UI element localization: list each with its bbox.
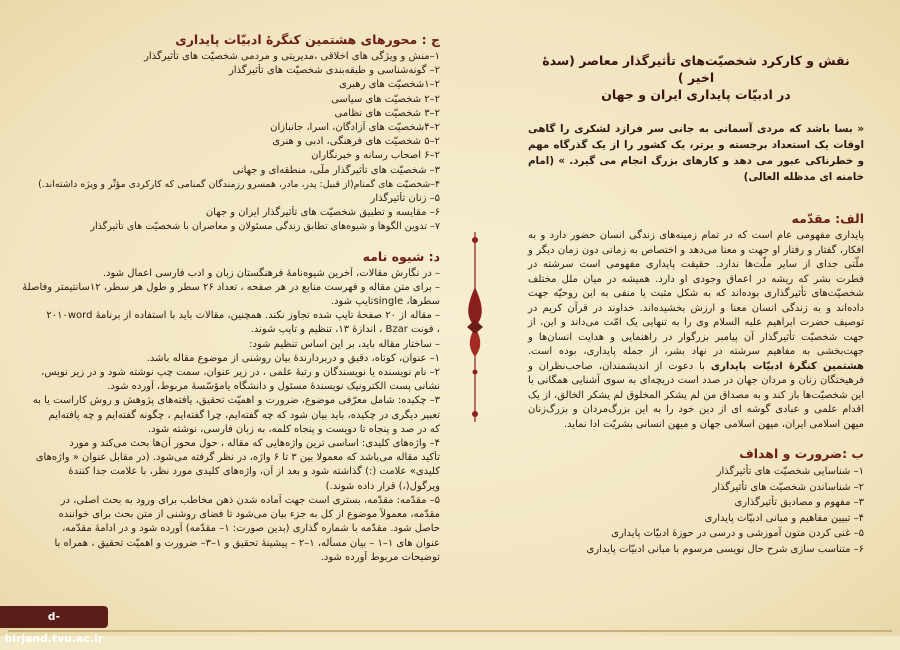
list-item: ۴– تبیین مفاهیم و مبانی ادبیّات پایداری	[704, 512, 864, 524]
quote-block: « بسا باشد که مردی آسمانی به جانی سر فرازد لشکری را گاهی اوقات یک استعداد برجسته و برتر، یک کشور را از یک گذرگاه مهم و خطرناکی عبور می دهد و کارهای بزرگ انجام می گیرد. » (امام خامنه ای مدظله العالی)	[528, 123, 864, 183]
list-item: ۴– واژه‌های کلیدی: اساسی ترین واژه‌هایی که مقاله ، حول محور آن‌ها بحث می‌کند و مورد	[69, 438, 440, 450]
list-item: ۵– زنان تأثیرگذار	[370, 193, 440, 205]
list-item: ویرگول(،) قرار داده شوند.)	[325, 480, 440, 492]
list-item: تأکید مقاله می‌باشد که معمولا بین ۳ تا ۶ واژه، در نظر گرفته می‌شود. (در مقابل عنوان « واژه‌های	[35, 452, 440, 464]
list-item: ۲–۱شخصیّت های رهبری	[338, 79, 440, 91]
section-a-body	[528, 229, 864, 432]
section-a-heading: الف: مقدّمه	[791, 211, 864, 226]
list-item: – در نگارش مقالات، آخرین شیوه‌نامهٔ فرهنگستان زبان و ادب فارسی اعمال شود.	[102, 267, 440, 279]
list-item: ۳– شخصیّت های تأثیرگذار ملّی، منطقه‌ای و جهانی	[232, 164, 440, 176]
title-line-2: در ادبیّات پایداری ایران و جهان	[601, 87, 791, 102]
list-item: حاصل شود. مقدّمه با شماره گذاری (بدین صورت: ۱– مقدّمه) آورده شود و در ادامهٔ مقدّمه،	[62, 523, 440, 535]
list-item: ۱– عنوان، کوتاه، دقیق و دربردارندهٔ بیان روشنی از موضوع مقاله باشد.	[146, 352, 440, 364]
list-item: که در صد و پنجاه تا دویست و پنجاه کلمه، به زبان فارسی، نوشته شود.	[147, 423, 440, 435]
list-item: ۶– متناسب سازی شرح حال نویسی مرسوم با مبانی ادبیّات پایداری	[586, 543, 864, 555]
list-item: تعبیر دیگری در چکیده، باید بیان شود که چه گفته‌ایم، چرا گفته‌ایم ، چگونه گفته‌ایم و چه یافته‌ایم	[48, 409, 440, 421]
divider-ornament-icon	[464, 232, 486, 422]
title-line-1: نقش و کارکرد شخصیّت‌های تأثیرگذار معاصر (سدهٔ اخیر )	[542, 53, 850, 85]
list-item: ۲– گونه‌شناسی و طبقه‌بندی شخصیّت های تأثیرگذار	[228, 65, 440, 77]
list-item: ۲–۳ شخصیّت های نظامی	[334, 107, 440, 119]
list-item: ۲–۲ شخصیّت های سیاسی	[331, 93, 440, 105]
section-c-heading: ج : محورهای هشتمین کنگرهٔ ادبیّات پایداری	[175, 32, 440, 47]
list-item: ۵– مقدّمه: مقدّمه، بستری است جهت آماده شدن ذهن مخاطب برای ورود به بحث اصلی، در	[60, 494, 440, 506]
bottom-frame-divider	[8, 630, 892, 632]
list-item: ۷– تدوین الگوها و شیوه‌های تطابق زندگی مسئولان و معاصران با شخصیّت های تأثیرگذار	[90, 221, 440, 233]
section-d-list	[22, 267, 440, 565]
list-item: ۵– غنی کردن متون آموزشی و درسی در حوزهٔ ادبیّات پایداری	[611, 528, 864, 540]
list-item: ۱–منش و ویژگی های اخلاقی ،مدیریتی و مردمی شخصیّت های تأثیرگذار	[144, 51, 440, 62]
list-item: – ساختار مقاله باید، بر این اساس تنظیم شود:	[249, 338, 440, 350]
list-item: – مقاله از ۲۰ صفحهٔ تایپ شده تجاوز نکند. همچنین، مقالات باید با استفاده از برنامهٔ ۲۰۱۰word	[46, 310, 440, 322]
list-item: – برای متن مقاله و فهرست منابع در هر صفحه ، تعداد ۲۶ سطر و طول هر سطر، ۱۲سانتیمتر وفاصلهٔ	[22, 281, 440, 293]
list-item: عنوان های ۱–۱ – بیان مسأله، ۱–۲ – پیشینهٔ تحقیق و ۱–۳– ضرورت و اهمیّت تحقیق ، همراه با	[54, 537, 440, 549]
list-item: مقدّمه، معمولاً موضوع از کل به جزء بیان می‌شود تا فضای روشنی از متن بحث برای خواننده	[58, 509, 440, 521]
list-item: ۲– نام نویسنده یا نویسندگان و رتبهٔ علمی ، در زیر عنوان، سمت چپ نوشته شود و در زیر نویس،	[41, 367, 440, 379]
list-item: ۳– چکیده: شامل معرّفی موضوع، ضرورت و اهمیّت تحقیق، یافته‌های پژوهش و روش کاراست یا به	[32, 395, 440, 407]
list-item: ۶– مقایسه و تطبیق شخصیّت های تأثیرگذار ایران و جهان	[205, 207, 440, 219]
page-title	[528, 52, 864, 103]
list-item: سطرها، singleتایپ شود.	[330, 296, 440, 308]
list-item: توضیحات مربوط آورده شود.	[320, 551, 440, 563]
list-item: ۱– شناسایی شخصیّت های تأثیرگذار	[716, 466, 864, 477]
list-item: ۳– مفهوم و مصادیق تأثیرگذاری	[734, 497, 864, 509]
section-b-list	[528, 464, 864, 558]
list-item: ، فونت Bzar ، اندازهٔ ۱۳، تنظیم و تایپ شوند.	[250, 324, 440, 336]
site-tag-link[interactable]: d-birjand.tvu.ac.ir	[0, 606, 108, 628]
list-item: ۲– شناساندن شخصیّت های تأثیرگذار	[712, 481, 864, 493]
section-a-bold-phrase: هشتمین کنگرهٔ ادبیّات پایداری	[710, 360, 864, 372]
list-item: کلیدی» علامت (:) گذاشته شود و بعد از آن، واژه‌های کلیدی مورد نظر، با علامت جدا کنندهٔ	[68, 466, 440, 478]
list-item: ۲–۵ شخصیّت های فرهنگی، ادبی و هنری	[272, 136, 440, 148]
section-a-text-1: پایداری مفهومی عام است که در تمام زمینه‌های زندگی انسان حضور دارد و به افکار، گفتار و رفتار او جهت و معنا می‌دهد و اختصاص به زمانی دون زمان دیگر و ملّتی جدای از سایر ملّت‌ها ندارد. حقیقت پایداری مفهومی است سرشته در فطرت بشر که ریشه در اعماق وجودی او دارد. همیشه در میان ملل مختلف شخصیّت‌های تأثیرگذاری بوده‌اند که به شکل مثبت یا منفی به این روحیّه جهت داده‌اند و به زندگی انسان معنا و ارزش بخشیده‌اند. خداوند در قرآن کریم در توصیف حضرت ابراهیم علیه السلام وی را به تنهایی یک امّت می‌داند و این، از جهت شخصیّت تأثیرگذار آن پیامبر بزرگوار در راهنمایی و هدایت انسان‌ها و جهت‌بخشی به مفاهیم سرشته در نهاد بشر، از جمله پایداری، بوده است.	[528, 230, 864, 357]
list-item: ۲–۴شخصیّت های آزادگان، اسرا، جانبازان	[270, 122, 440, 134]
left-column	[22, 32, 440, 565]
section-b-heading: ب :ضرورت و اهداف	[739, 446, 864, 461]
section-d-heading: د: شیوه نامه	[362, 248, 440, 264]
right-column	[528, 52, 864, 558]
section-a-text-2: با دعوت از اندیشمندان، صاحب‌نظران و فرهیختگان زنان و مردان جهان در صدد است دریچه‌ای به سوی آشنایی همگانی با این شخصیّت‌ها باز کند و به مصداق من لم یشکر المخلوق لم یشکر الخالق، از یک اقدام علمی و عبادی گوشه ای از دین خود را به این بزرگ‌مردان و بزرگ‌زنان میهن اسلامی ایران، میهن اسلامی جهان و میهن انسانی بشریّت ادا نماید.	[528, 360, 864, 430]
list-item: ۲–۶ اصحاب رسانه و خبرنگاران	[311, 150, 440, 162]
list-item: ۴–شخصیّت های گمنام(از قبیل: پدر، مادر، همسرو رزمندگان گمنامی که کارکردی مؤثّر و ویژه داشته‌اند.)	[38, 178, 440, 190]
list-item: نشانی پست الکترونیک نویسندهٔ مسئول و دانشگاه یامؤسّسهٔ مربوط، آورده شود.	[107, 381, 440, 393]
section-c-list	[22, 50, 440, 235]
